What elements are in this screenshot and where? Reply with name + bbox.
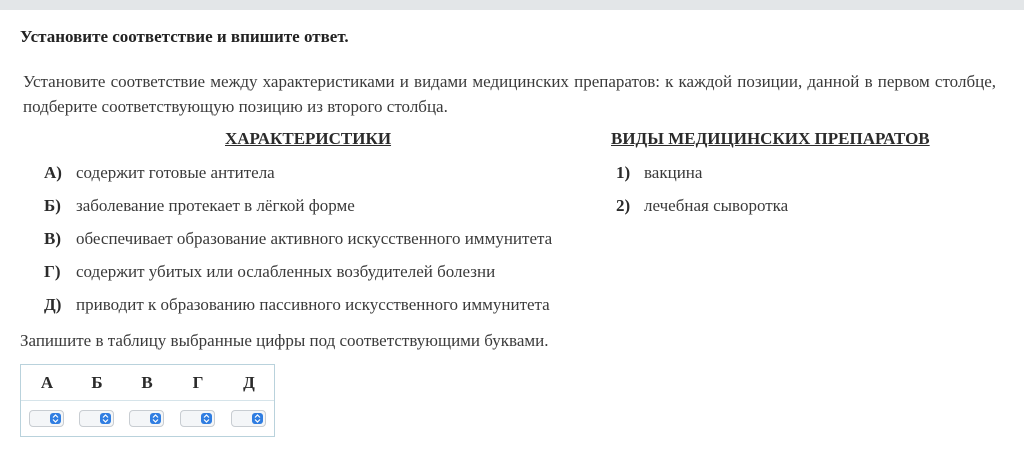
answer-cell-v xyxy=(122,402,172,436)
answer-cell-d xyxy=(224,402,274,436)
task-text: Установите соответствие между характеристиками и видами медицинских препаратов: к каждой позиции, данной в первом столбце, подберите соответствующую позицию из второго столбца. xyxy=(23,72,996,116)
answer-select-d[interactable] xyxy=(231,410,266,427)
item-key: Г) xyxy=(44,262,61,281)
select-arrows-icon xyxy=(150,413,161,424)
characteristics-column-title: ХАРАКТЕРИСТИКИ xyxy=(225,129,392,148)
answer-header-v: В xyxy=(141,373,153,392)
answer-header-a: А xyxy=(40,373,54,392)
item-text: обеспечивает образование активного искусственного иммунитета xyxy=(76,229,553,248)
answer-header-b: Б xyxy=(91,373,103,392)
answer-header-d: Д xyxy=(243,373,255,392)
item-text: приводит к образованию пассивного искусственного иммунитета xyxy=(76,295,550,314)
table-divider xyxy=(21,400,274,401)
item-text: содержит убитых или ослабленных возбудителей болезни xyxy=(76,262,496,281)
answer-select-a[interactable] xyxy=(29,410,64,427)
select-arrows-icon xyxy=(100,413,111,424)
top-bar xyxy=(0,0,1024,10)
answer-select-b[interactable] xyxy=(79,410,114,427)
answer-table xyxy=(20,364,275,437)
answer-select-g[interactable] xyxy=(180,410,215,427)
question-heading: Установите соответствие и впишите ответ. xyxy=(20,27,349,46)
answer-select-v[interactable] xyxy=(129,410,164,427)
item-key: Б) xyxy=(44,196,61,215)
drug-types-column-title: ВИДЫ МЕДИЦИНСКИХ ПРЕПАРАТОВ xyxy=(611,129,930,148)
item-text: заболевание протекает в лёгкой форме xyxy=(76,196,355,215)
instruction-text: Запишите в таблицу выбранные цифры под соответствующими буквами. xyxy=(20,331,549,350)
item-key: А) xyxy=(44,163,62,182)
answer-header-g: Г xyxy=(192,373,204,392)
answer-cell-b xyxy=(72,402,122,436)
answer-cell-a xyxy=(22,402,72,436)
select-arrows-icon xyxy=(252,413,263,424)
answer-cell-g xyxy=(173,402,223,436)
item-key: 2) xyxy=(616,196,631,215)
item-text: содержит готовые антитела xyxy=(76,163,275,182)
item-key: В) xyxy=(44,229,61,248)
item-key: 1) xyxy=(616,163,631,182)
item-text: лечебная сыворотка xyxy=(644,196,789,215)
select-arrows-icon xyxy=(201,413,212,424)
item-text: вакцина xyxy=(644,163,703,182)
select-arrows-icon xyxy=(50,413,61,424)
item-key: Д) xyxy=(44,295,62,314)
